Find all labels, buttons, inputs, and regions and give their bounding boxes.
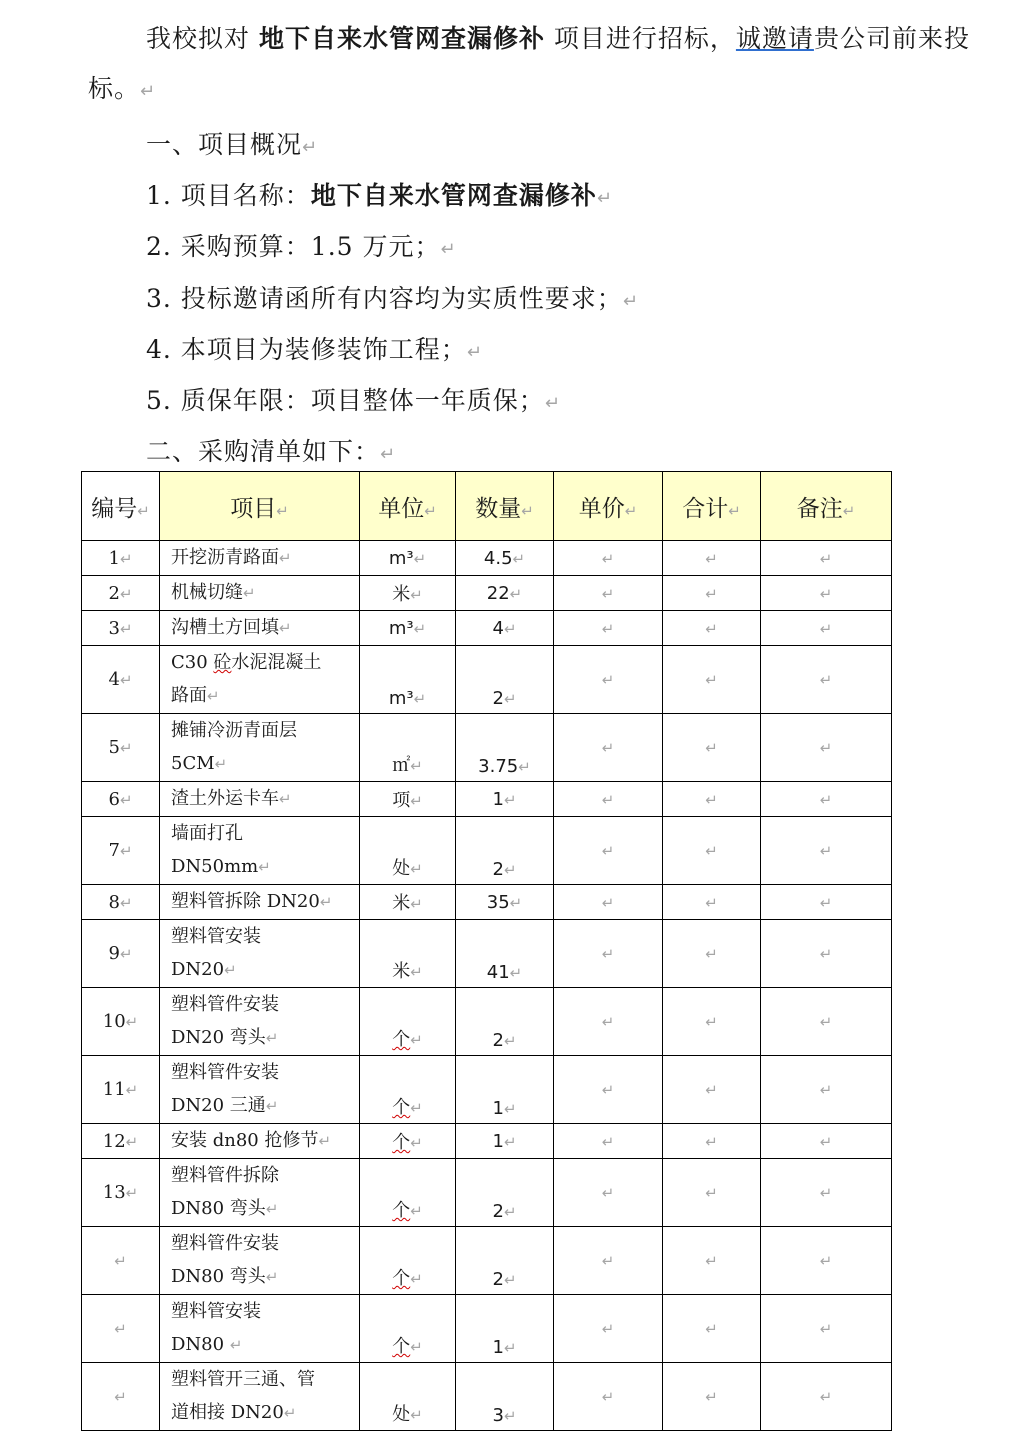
cell-item xyxy=(160,920,360,988)
paragraph-mark-icon: ↵ xyxy=(410,1406,423,1424)
cell-remark xyxy=(761,1227,892,1295)
paragraph-mark-icon: ↵ xyxy=(601,790,615,809)
paragraph-mark-icon: ↵ xyxy=(119,790,133,809)
paragraph-mark-icon: ↵ xyxy=(503,1100,517,1118)
paragraph-mark-icon: ↵ xyxy=(279,619,292,637)
cell-unit-price xyxy=(554,646,663,714)
table-row xyxy=(82,1363,892,1431)
cell-remark xyxy=(761,714,892,782)
cell-total xyxy=(663,646,761,714)
paragraph-mark-icon: ↵ xyxy=(622,291,639,312)
cell-qty: 35↵ xyxy=(456,885,554,920)
cell-item xyxy=(160,611,360,646)
paragraph-mark-icon: ↵ xyxy=(279,790,292,808)
header-unit-price: 单价↵ xyxy=(554,472,663,541)
paragraph-mark-icon: ↵ xyxy=(283,1404,297,1422)
paragraph-mark-icon: ↵ xyxy=(705,1081,718,1099)
paragraph-mark-icon: ↵ xyxy=(601,1081,615,1099)
overview-heading: 一、项目概况↵ xyxy=(146,130,319,159)
paragraph-mark-icon: ↵ xyxy=(119,739,133,757)
intro-suffix: 贵公司前来投标。 xyxy=(88,24,970,103)
cell-no: 6↵ xyxy=(82,782,160,817)
paragraph-mark-icon: ↵ xyxy=(819,1013,833,1031)
invite-text: 诚邀请 xyxy=(735,24,814,53)
paragraph-mark-icon: ↵ xyxy=(503,1407,517,1425)
paragraph-mark-icon: ↵ xyxy=(601,1132,615,1151)
item-text: DN20 xyxy=(171,959,225,980)
paragraph-mark-icon: ↵ xyxy=(413,690,427,708)
cell-qty: 3.75↵ xyxy=(456,714,554,782)
paragraph-mark-icon: ↵ xyxy=(503,1203,517,1221)
cell-total xyxy=(663,1295,761,1363)
cell-item xyxy=(160,1227,360,1295)
cell-unit-price xyxy=(554,541,663,576)
paragraph-mark-icon: ↵ xyxy=(413,549,427,568)
item-text: 塑料管安装 xyxy=(171,1301,261,1322)
paragraph-mark-icon: ↵ xyxy=(705,1132,718,1151)
paragraph-mark-icon: ↵ xyxy=(601,619,615,638)
intro-mid: 项目进行招标， xyxy=(544,24,736,53)
paragraph-mark-icon: ↵ xyxy=(410,963,423,981)
cell-item xyxy=(160,1056,360,1124)
cell-total xyxy=(663,988,761,1056)
paragraph-mark-icon: ↵ xyxy=(705,619,718,638)
item-text: DN20 弯头 xyxy=(171,1027,266,1048)
paragraph-mark-icon: ↵ xyxy=(265,1200,279,1218)
procurement-table xyxy=(81,471,892,1431)
item-text: 沟槽土方回填 xyxy=(171,617,279,638)
cell-unit: 米↵ xyxy=(360,576,456,611)
cell-remark xyxy=(761,1363,892,1431)
item-text: 塑料管件拆除 xyxy=(171,1165,279,1186)
cell-no: 12↵ xyxy=(82,1124,160,1159)
cell-qty: 4.5↵ xyxy=(456,541,554,576)
cell-remark xyxy=(761,541,892,576)
paragraph-mark-icon: ↵ xyxy=(819,1388,833,1406)
cell-unit-price xyxy=(554,782,663,817)
paragraph-mark-icon: ↵ xyxy=(705,739,718,757)
paragraph-mark-icon: ↵ xyxy=(410,860,423,878)
paragraph-mark-icon: ↵ xyxy=(318,1132,332,1150)
paragraph-mark-icon: ↵ xyxy=(410,1134,423,1152)
paragraph-mark-icon: ↵ xyxy=(410,1031,423,1049)
table-row xyxy=(82,1227,892,1295)
cell-remark xyxy=(761,920,892,988)
cell-unit-price xyxy=(554,1295,663,1363)
paragraph-mark-icon: ↵ xyxy=(518,758,531,776)
paragraph-mark-icon: ↵ xyxy=(503,1132,517,1151)
paragraph-mark-icon: ↵ xyxy=(410,1202,423,1220)
cell-unit: 米↵ xyxy=(360,920,456,988)
cell-unit-price xyxy=(554,611,663,646)
table-row xyxy=(82,1124,892,1159)
paragraph-mark-icon: ↵ xyxy=(601,1320,615,1338)
cell-item xyxy=(160,1159,360,1227)
paragraph-mark-icon: ↵ xyxy=(265,1097,279,1115)
paragraph-mark-icon: ↵ xyxy=(258,858,271,876)
paragraph-mark-icon: ↵ xyxy=(544,393,561,414)
table-row xyxy=(82,885,892,920)
cell-unit-price xyxy=(554,1159,663,1227)
paragraph-mark-icon: ↵ xyxy=(503,1032,517,1050)
cell-item xyxy=(160,817,360,885)
cell-qty: 1↵ xyxy=(456,782,554,817)
paragraph-mark-icon: ↵ xyxy=(705,584,718,603)
cell-unit-price xyxy=(554,1056,663,1124)
project-name-inline: 地下自来水管网查漏修补 xyxy=(258,24,545,53)
item-text: DN80 弯头 xyxy=(171,1266,266,1287)
table-row xyxy=(82,576,892,611)
cell-unit-price xyxy=(554,885,663,920)
paragraph-mark-icon: ↵ xyxy=(410,1338,423,1356)
cell-item xyxy=(160,1295,360,1363)
paragraph-mark-icon: ↵ xyxy=(410,1099,423,1117)
item-text: 墙面打孔 xyxy=(171,823,243,844)
paragraph-mark-icon: ↵ xyxy=(114,1320,127,1338)
cell-unit: 米↵ xyxy=(360,885,456,920)
paragraph-mark-icon: ↵ xyxy=(503,1339,517,1357)
cell-unit-price xyxy=(554,1363,663,1431)
item-text: DN80 弯头 xyxy=(171,1198,266,1219)
cell-total xyxy=(663,817,761,885)
paragraph-mark-icon: ↵ xyxy=(601,842,615,860)
paragraph-mark-icon: ↵ xyxy=(119,671,133,689)
cell-item xyxy=(160,541,360,576)
paragraph-mark-icon: ↵ xyxy=(819,671,833,689)
table-row xyxy=(82,611,892,646)
paragraph-mark-icon: ↵ xyxy=(503,619,517,638)
header-total: 合计↵ xyxy=(663,472,761,541)
table-row xyxy=(82,1159,892,1227)
paragraph-mark-icon: ↵ xyxy=(125,1081,139,1099)
cell-no: 11↵ xyxy=(82,1056,160,1124)
paragraph-mark-icon: ↵ xyxy=(509,584,523,603)
cell-no: 1↵ xyxy=(82,541,160,576)
paragraph-mark-icon: ↵ xyxy=(466,342,483,363)
item-text: 塑料管件安装 xyxy=(171,994,279,1015)
paragraph-mark-icon: ↵ xyxy=(601,1388,615,1406)
cell-qty: 2↵ xyxy=(456,988,554,1056)
cell-unit: 处↵ xyxy=(360,817,456,885)
paragraph-mark-icon: ↵ xyxy=(265,1268,279,1286)
paragraph-mark-icon: ↵ xyxy=(601,739,615,757)
cell-unit: 项↵ xyxy=(360,782,456,817)
paragraph-mark-icon: ↵ xyxy=(601,671,615,689)
cell-total xyxy=(663,611,761,646)
paragraph-mark-icon: ↵ xyxy=(705,790,718,809)
cell-no: 13↵ xyxy=(82,1159,160,1227)
paragraph-mark-icon: ↵ xyxy=(265,1029,279,1047)
cell-total xyxy=(663,920,761,988)
cell-qty: 2↵ xyxy=(456,646,554,714)
cell-qty: 22↵ xyxy=(456,576,554,611)
paragraph-mark-icon: ↵ xyxy=(207,687,220,705)
cell-unit: m³↵ xyxy=(360,646,456,714)
paragraph-mark-icon: ↵ xyxy=(705,1388,718,1406)
cell-total xyxy=(663,782,761,817)
paragraph-mark-icon: ↵ xyxy=(705,1320,718,1338)
cell-item xyxy=(160,988,360,1056)
paragraph-mark-icon: ↵ xyxy=(125,1184,139,1202)
item-text: 塑料管件安装 xyxy=(171,1233,279,1254)
paragraph-mark-icon: ↵ xyxy=(119,945,133,963)
item-text: 开挖沥青路面 xyxy=(171,547,279,568)
cell-remark xyxy=(761,646,892,714)
paragraph-mark-icon: ↵ xyxy=(705,1252,718,1270)
paragraph-mark-icon: ↵ xyxy=(705,1184,718,1202)
cell-remark xyxy=(761,885,892,920)
cell-qty: 1↵ xyxy=(456,1124,554,1159)
paragraph-mark-icon: ↵ xyxy=(413,619,427,638)
overview-item-4: 4. 本项目为装修装饰工程；↵ xyxy=(146,335,483,364)
paragraph-mark-icon: ↵ xyxy=(114,1388,127,1406)
item-text: 机械切缝 xyxy=(171,582,243,603)
cell-no: 3↵ xyxy=(82,611,160,646)
cell-total xyxy=(663,1056,761,1124)
cell-unit: m³↵ xyxy=(360,611,456,646)
paragraph-mark-icon: ↵ xyxy=(819,790,833,809)
cell-unit-price xyxy=(554,988,663,1056)
table-header-row xyxy=(82,472,892,541)
paragraph-mark-icon: ↵ xyxy=(601,1013,615,1031)
paragraph-mark-icon: ↵ xyxy=(819,1132,833,1151)
paragraph-mark-icon: ↵ xyxy=(705,549,718,568)
paragraph-mark-icon: ↵ xyxy=(601,549,615,568)
overview-item-5: 5. 质保年限：项目整体一年质保；↵ xyxy=(146,386,561,415)
paragraph-mark-icon: ↵ xyxy=(509,893,523,912)
cell-no xyxy=(82,1295,160,1363)
cell-no: 4↵ xyxy=(82,646,160,714)
paragraph-mark-icon: ↵ xyxy=(819,893,833,912)
item-text: DN80 xyxy=(171,1334,230,1355)
paragraph-mark-icon: ↵ xyxy=(601,945,615,963)
paragraph-mark-icon: ↵ xyxy=(601,1184,615,1202)
paragraph-mark-icon: ↵ xyxy=(705,1013,718,1031)
list-heading: 二、采购清单如下：↵ xyxy=(146,437,397,466)
paragraph-mark-icon: ↵ xyxy=(819,1184,833,1202)
paragraph-mark-icon: ↵ xyxy=(440,239,457,260)
overview-item-1: 1. 项目名称：地下自来水管网查漏修补↵ xyxy=(146,181,613,210)
item-text: 安装 dn80 抢修节 xyxy=(171,1130,319,1151)
item-text: 塑料管开三通、管 xyxy=(171,1369,315,1390)
paragraph-mark-icon: ↵ xyxy=(819,945,833,963)
paragraph-mark-icon: ↵ xyxy=(819,619,833,638)
paragraph-mark-icon: ↵ xyxy=(819,1081,833,1099)
paragraph-mark-icon: ↵ xyxy=(140,81,157,102)
cell-unit: 个↵ xyxy=(360,1295,456,1363)
item-text: DN50mm xyxy=(171,856,259,877)
cell-item xyxy=(160,1363,360,1431)
item-text: 塑料管件安装 xyxy=(171,1062,279,1083)
header-no: 编号↵ xyxy=(82,472,160,541)
paragraph-mark-icon: ↵ xyxy=(705,842,718,860)
cell-unit-price xyxy=(554,1124,663,1159)
paragraph-mark-icon: ↵ xyxy=(224,961,237,979)
cell-total xyxy=(663,714,761,782)
cell-total xyxy=(663,576,761,611)
cell-unit-price xyxy=(554,1227,663,1295)
paragraph-mark-icon: ↵ xyxy=(819,739,833,757)
paragraph-mark-icon: ↵ xyxy=(410,792,423,810)
cell-qty: 41↵ xyxy=(456,920,554,988)
paragraph-mark-icon: ↵ xyxy=(819,842,833,860)
paragraph-mark-icon: ↵ xyxy=(125,1013,139,1031)
cell-unit: 处↵ xyxy=(360,1363,456,1431)
item-text: 道相接 DN20 xyxy=(171,1402,284,1423)
paragraph-mark-icon: ↵ xyxy=(705,945,718,963)
cell-remark xyxy=(761,1295,892,1363)
table-row xyxy=(82,920,892,988)
table-row xyxy=(82,1295,892,1363)
paragraph-mark-icon: ↵ xyxy=(119,619,133,638)
paragraph-mark-icon: ↵ xyxy=(279,549,292,567)
paragraph-mark-icon: ↵ xyxy=(819,549,833,568)
cell-unit: 个↵ xyxy=(360,1159,456,1227)
cell-unit: 个↵ xyxy=(360,988,456,1056)
cell-no: 9↵ xyxy=(82,920,160,988)
item-text: 路面 xyxy=(171,685,207,706)
cell-no xyxy=(82,1227,160,1295)
cell-total xyxy=(663,885,761,920)
cell-no: 7↵ xyxy=(82,817,160,885)
cell-remark xyxy=(761,576,892,611)
paragraph-mark-icon: ↵ xyxy=(503,1271,517,1289)
cell-item xyxy=(160,576,360,611)
paragraph-mark-icon: ↵ xyxy=(410,586,423,604)
paragraph-mark-icon: ↵ xyxy=(819,1252,833,1270)
paragraph-mark-icon: ↵ xyxy=(229,1336,243,1354)
cell-item xyxy=(160,885,360,920)
project-name-value: 地下自来水管网查漏修补 xyxy=(310,181,597,210)
paragraph-mark-icon: ↵ xyxy=(503,861,517,879)
cell-item xyxy=(160,782,360,817)
paragraph-mark-icon: ↵ xyxy=(119,549,133,568)
cell-no: 2↵ xyxy=(82,576,160,611)
overview-item-2: 2. 采购预算：1.5 万元；↵ xyxy=(146,232,457,261)
cell-no: 8↵ xyxy=(82,885,160,920)
paragraph-mark-icon: ↵ xyxy=(503,790,517,809)
paragraph-mark-icon: ↵ xyxy=(705,893,718,912)
header-item: 项目↵ xyxy=(160,472,360,541)
cell-total xyxy=(663,1124,761,1159)
paragraph-mark-icon: ↵ xyxy=(705,671,718,689)
paragraph-mark-icon: ↵ xyxy=(596,188,613,209)
cell-unit: ㎡↵ xyxy=(360,714,456,782)
cell-total xyxy=(663,1159,761,1227)
cell-item xyxy=(160,714,360,782)
paragraph-mark-icon: ↵ xyxy=(214,755,228,773)
table-row xyxy=(82,817,892,885)
paragraph-mark-icon: ↵ xyxy=(410,895,423,913)
cell-remark xyxy=(761,1159,892,1227)
cell-unit: 个↵ xyxy=(360,1227,456,1295)
cell-total xyxy=(663,541,761,576)
paragraph-mark-icon: ↵ xyxy=(243,584,256,602)
cell-qty: 3↵ xyxy=(456,1363,554,1431)
paragraph-mark-icon: ↵ xyxy=(119,893,133,912)
item-text: 塑料管拆除 DN20 xyxy=(171,891,320,912)
header-remark: 备注↵ xyxy=(761,472,892,541)
cell-item xyxy=(160,1124,360,1159)
paragraph-mark-icon: ↵ xyxy=(601,584,615,603)
table-row xyxy=(82,646,892,714)
paragraph-mark-icon: ↵ xyxy=(119,842,133,860)
cell-remark xyxy=(761,988,892,1056)
intro-prefix: 我校拟对 xyxy=(146,24,259,53)
cell-unit-price xyxy=(554,817,663,885)
cell-unit-price xyxy=(554,714,663,782)
cell-qty: 1↵ xyxy=(456,1295,554,1363)
table-row xyxy=(82,988,892,1056)
cell-remark xyxy=(761,1056,892,1124)
cell-item xyxy=(160,646,360,714)
cell-no: 10↵ xyxy=(82,988,160,1056)
cell-no: 5↵ xyxy=(82,714,160,782)
header-qty: 数量↵ xyxy=(456,472,554,541)
paragraph-mark-icon: ↵ xyxy=(601,893,615,912)
item-text: 摊铺冷沥青面层 xyxy=(171,720,297,741)
paragraph-mark-icon: ↵ xyxy=(380,444,397,465)
table-row xyxy=(82,1056,892,1124)
table-row xyxy=(82,782,892,817)
cell-unit-price xyxy=(554,920,663,988)
cell-qty: 2↵ xyxy=(456,1227,554,1295)
header-unit: 单位↵ xyxy=(360,472,456,541)
paragraph-mark-icon: ↵ xyxy=(601,1252,615,1270)
paragraph-mark-icon: ↵ xyxy=(119,584,133,603)
cell-total xyxy=(663,1363,761,1431)
cell-unit: m³↵ xyxy=(360,541,456,576)
cell-remark xyxy=(761,782,892,817)
cell-unit: 个↵ xyxy=(360,1124,456,1159)
paragraph-mark-icon: ↵ xyxy=(410,1270,423,1288)
cell-qty: 1↵ xyxy=(456,1056,554,1124)
paragraph-mark-icon: ↵ xyxy=(114,1252,127,1270)
item-text: DN20 三通 xyxy=(171,1095,266,1116)
intro-paragraph xyxy=(88,14,988,117)
paragraph-mark-icon: ↵ xyxy=(819,1320,833,1338)
cell-unit-price xyxy=(554,576,663,611)
cell-unit: 个↵ xyxy=(360,1056,456,1124)
paragraph-mark-icon: ↵ xyxy=(410,757,423,775)
paragraph-mark-icon: ↵ xyxy=(509,964,523,982)
paragraph-mark-icon: ↵ xyxy=(503,690,517,708)
item-text: 5CM xyxy=(171,753,215,774)
cell-no xyxy=(82,1363,160,1431)
cell-qty: 4↵ xyxy=(456,611,554,646)
cell-remark xyxy=(761,611,892,646)
item-text: 渣土外运卡车 xyxy=(171,788,279,809)
item-text: 塑料管安装 xyxy=(171,926,261,947)
paragraph-mark-icon: ↵ xyxy=(319,893,333,911)
cell-remark xyxy=(761,1124,892,1159)
paragraph-mark-icon: ↵ xyxy=(125,1132,139,1151)
table-row xyxy=(82,714,892,782)
table-row xyxy=(82,541,892,576)
cell-remark xyxy=(761,817,892,885)
paragraph-mark-icon: ↵ xyxy=(512,549,526,568)
paragraph-mark-icon: ↵ xyxy=(302,137,319,158)
overview-item-3: 3. 投标邀请函所有内容均为实质性要求；↵ xyxy=(146,284,639,313)
cell-total xyxy=(663,1227,761,1295)
cell-qty: 2↵ xyxy=(456,1159,554,1227)
cell-qty: 2↵ xyxy=(456,817,554,885)
item-text: C30 砼水泥混凝土 xyxy=(171,652,322,673)
paragraph-mark-icon: ↵ xyxy=(819,584,833,603)
